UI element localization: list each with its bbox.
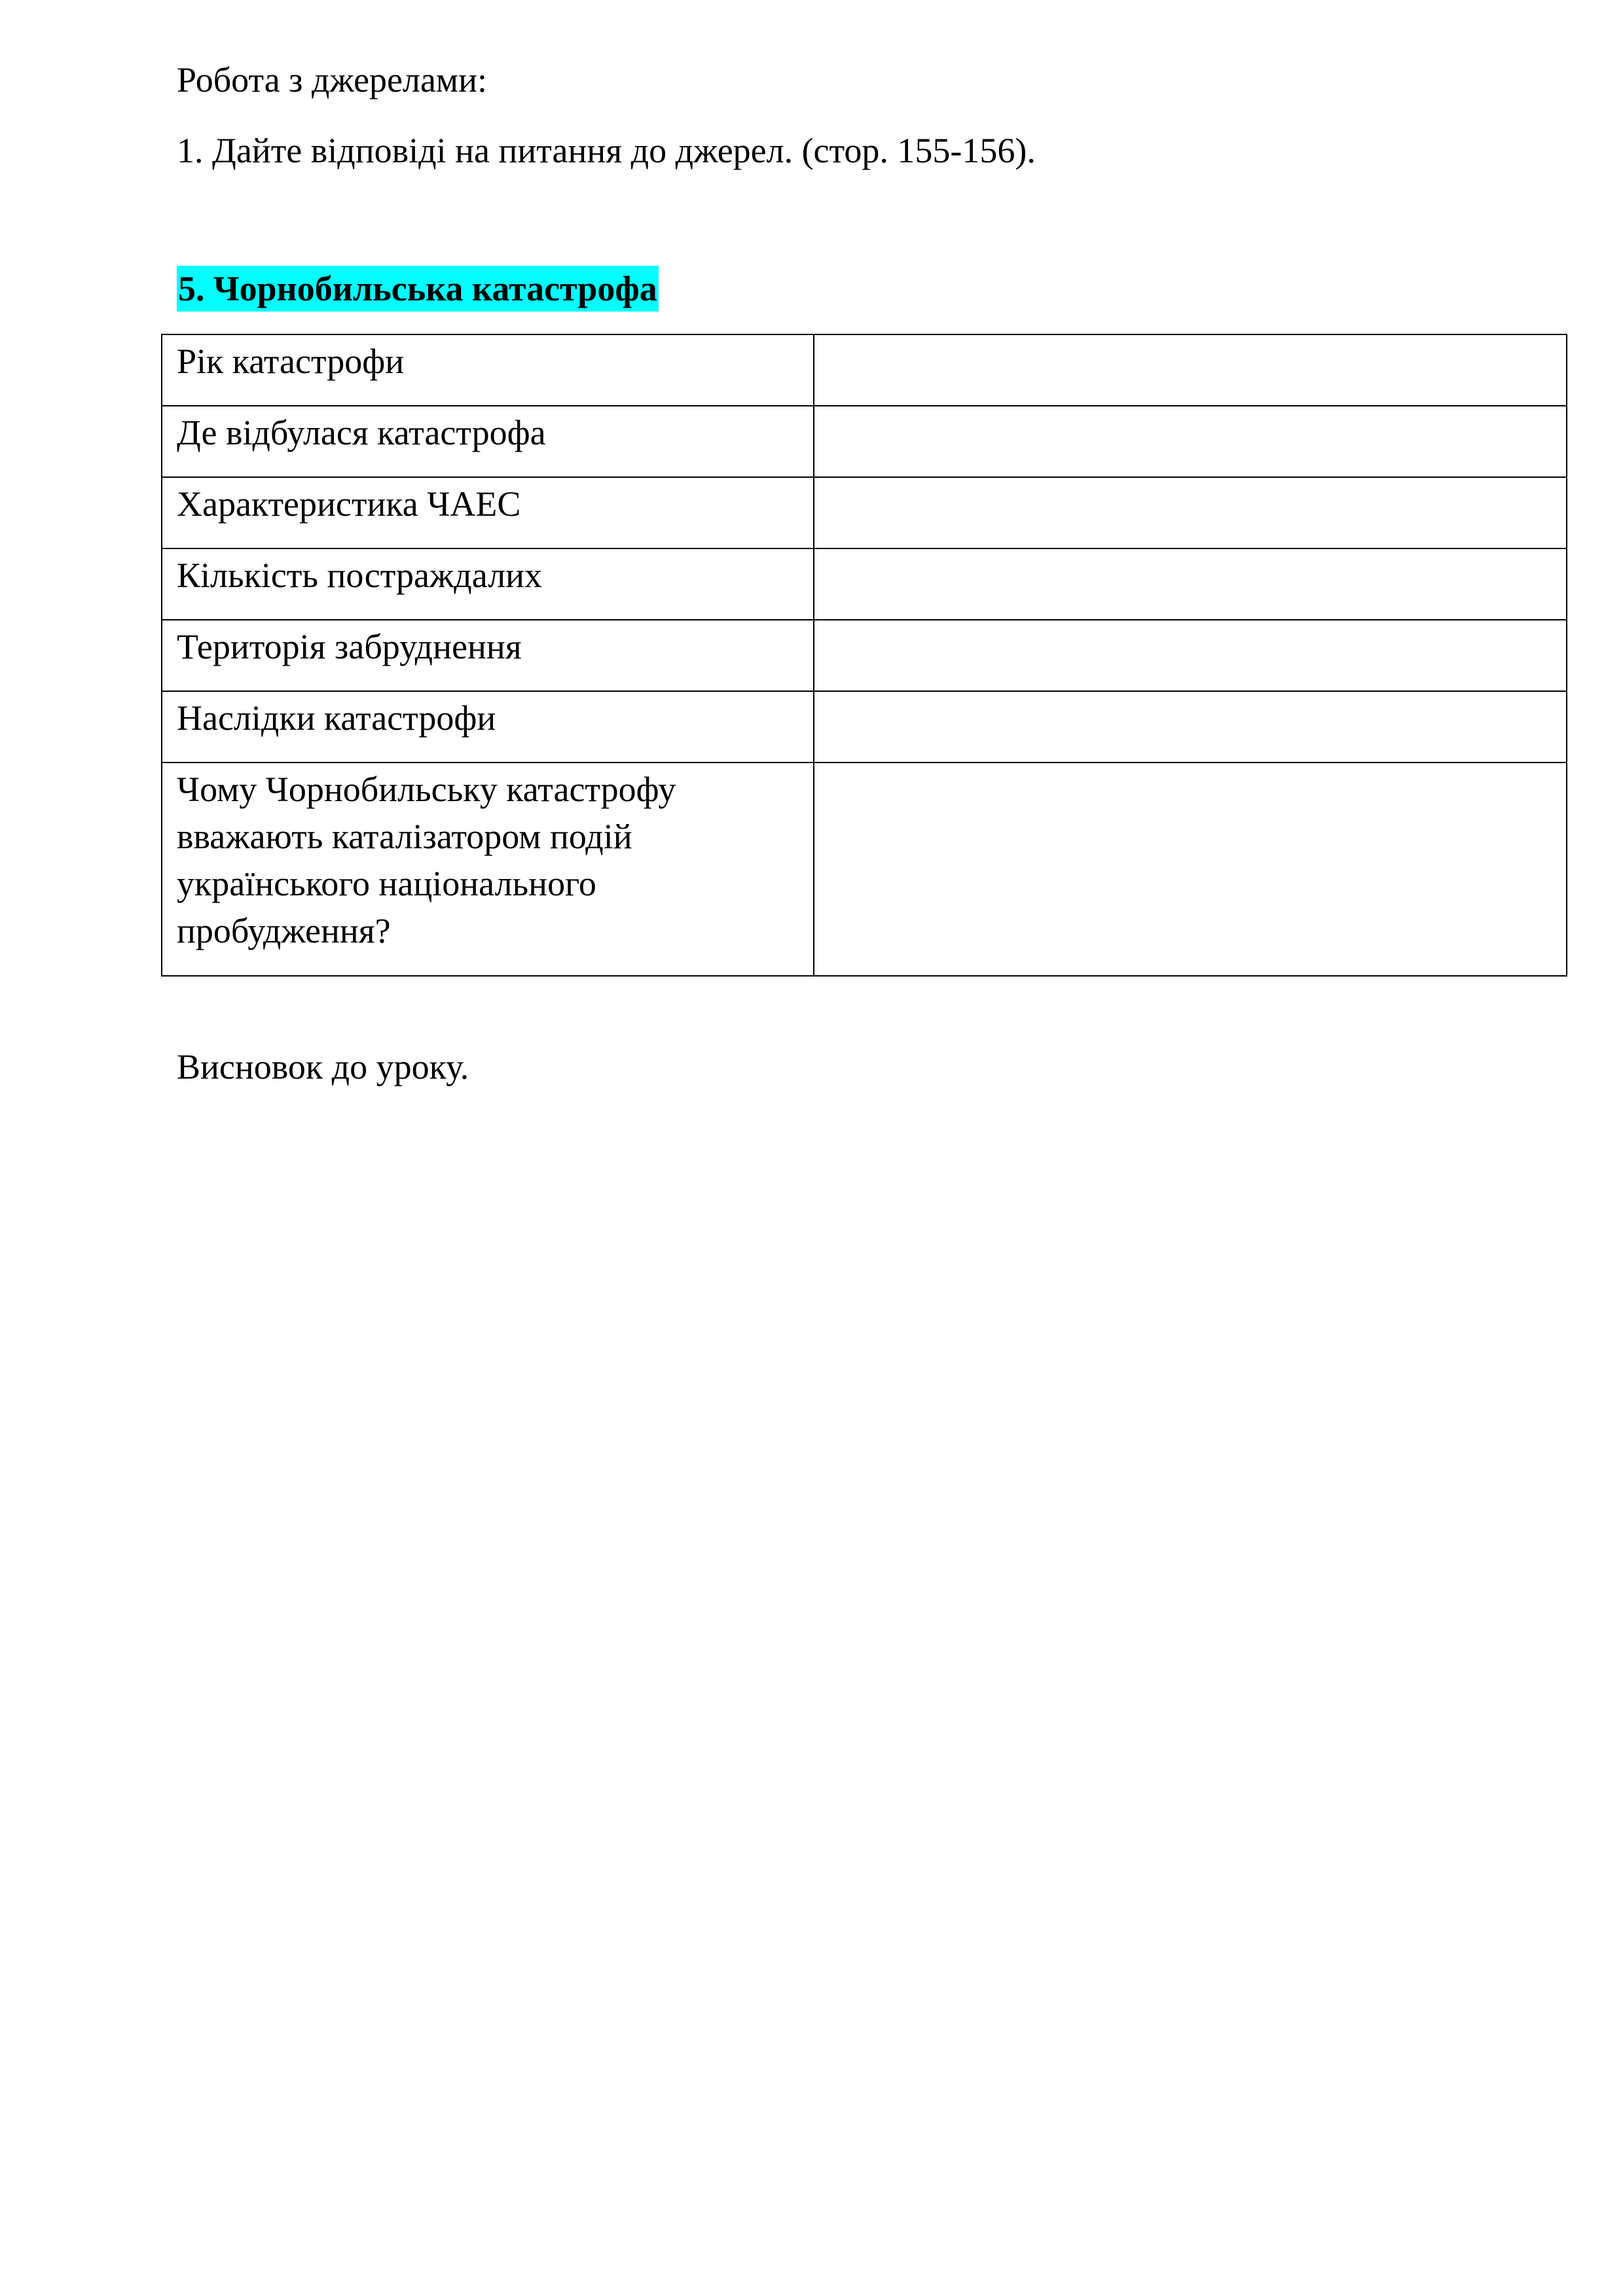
section-heading: 5. Чорнобильська катастрофа — [177, 266, 659, 312]
answer-cell-consequences[interactable] — [814, 691, 1567, 762]
row-label-catalyst-question: Чому Чорнобильську катастрофу вважають каталізатором подій українського національного пробудження? — [162, 762, 814, 976]
row-label-consequences: Наслідки катастрофи — [162, 691, 814, 762]
table-row — [162, 334, 1567, 406]
answer-cell-territory[interactable] — [814, 620, 1567, 691]
row-label-victims: Кількість постраждалих — [162, 548, 814, 620]
sources-heading: Робота з джерелами: — [177, 60, 488, 99]
answer-cell-characteristics[interactable] — [814, 477, 1567, 548]
table-row — [162, 762, 1567, 976]
worksheet-table — [161, 334, 1567, 977]
row-label-location: Де відбулася катастрофа — [162, 406, 814, 477]
row-label-year: Рік катастрофи — [162, 334, 814, 406]
table-row — [162, 620, 1567, 691]
task-instruction: 1. Дайте відповіді на питання до джерел. (стор. 155-156). — [177, 131, 1036, 170]
lesson-conclusion: Висновок до уроку. — [177, 1047, 469, 1086]
row-label-characteristics: Характеристика ЧАЕС — [162, 477, 814, 548]
row-label-territory: Територія забруднення — [162, 620, 814, 691]
answer-cell-location[interactable] — [814, 406, 1567, 477]
table-row — [162, 406, 1567, 477]
table-row — [162, 691, 1567, 762]
answer-cell-year[interactable] — [814, 334, 1567, 406]
table-row — [162, 548, 1567, 620]
table-row — [162, 477, 1567, 548]
answer-cell-victims[interactable] — [814, 548, 1567, 620]
answer-cell-catalyst-question[interactable] — [814, 762, 1567, 976]
